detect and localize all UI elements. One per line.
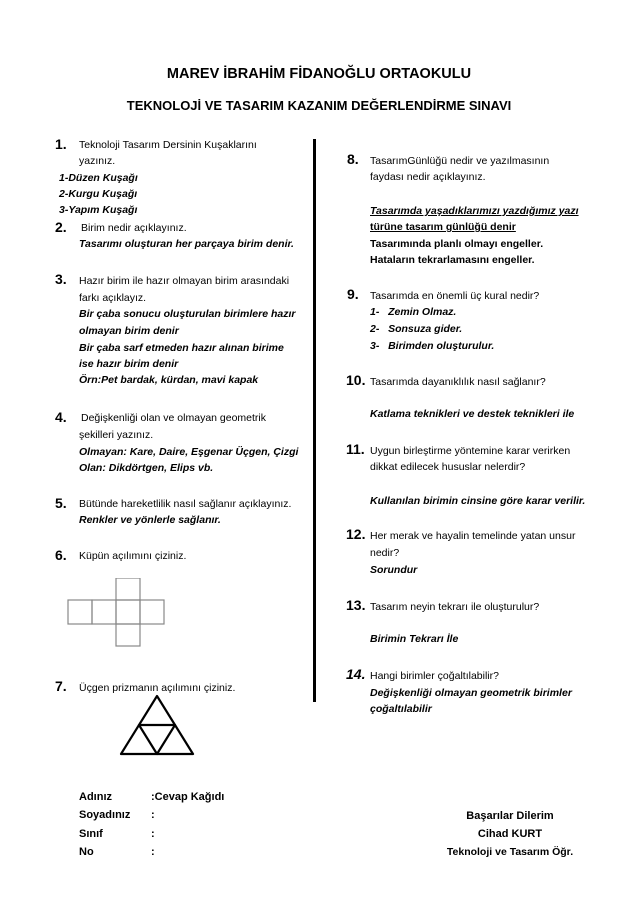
q2-number: 2. <box>55 219 67 235</box>
surname-value: : <box>151 809 155 821</box>
q3-text-cont: farkı açıklayız. <box>79 292 147 304</box>
class-label: Sınıf <box>79 828 103 840</box>
q10-answer: Katlama teknikleri ve destek teknikleri ile <box>370 408 575 420</box>
q14-answer-2: çoğaltılabilir <box>370 703 432 715</box>
q2-answer: Tasarımı oluşturan her parçaya birim denir. <box>79 238 294 250</box>
closing-greeting: Başarılar Dilerim <box>466 810 554 822</box>
q4-answer-2: Olan: Dikdörtgen, Elips vb. <box>79 462 214 474</box>
q1-number: 1. <box>55 136 67 152</box>
q3-answer-5: Örn:Pet bardak, kürdan, mavi kapak <box>79 374 259 386</box>
q12-answer: Sorundur <box>370 564 418 576</box>
q14-text: Hangi birimler çoğaltılabilir? <box>370 670 499 682</box>
q10-text: Tasarımda dayanıklılık nasıl sağlanır? <box>370 376 546 388</box>
q13-text: Tasarım neyin tekrarı ile oluşturulur? <box>370 601 540 613</box>
q1-answer-3: 3-Yapım Kuşağı <box>59 204 138 216</box>
q3-answer-4: ise hazır birim denir <box>79 358 179 370</box>
q8-answer-4: Hataların tekrarlamasını engeller. <box>370 254 535 266</box>
q7-number: 7. <box>55 678 67 694</box>
q7-text: Üçgen prizmanın açılımını çiziniz. <box>79 682 236 694</box>
q3-text: Hazır birim ile hazır olmayan birim arasındaki <box>79 275 290 287</box>
q11-answer: Kullanılan birimin cinsine göre karar verilir. <box>370 495 586 507</box>
exam-title: TEKNOLOJİ VE TASARIM KAZANIM DEĞERLENDİRME SINAVI <box>126 98 512 113</box>
q8-text: TasarımGünlüğü nedir ve yazılmasının <box>370 155 550 167</box>
cube-net-drawing <box>60 578 180 650</box>
q11-number: 11. <box>346 441 365 457</box>
q5-answer: Renkler ve yönlerle sağlanır. <box>79 514 221 526</box>
name-label: Adınız <box>79 791 112 803</box>
q4-number: 4. <box>55 409 67 425</box>
q1-answer-1: 1-Düzen Kuşağı <box>59 172 138 184</box>
q8-answer-1: Tasarımda yaşadıklarımızı yazdığımız yazı <box>370 205 579 217</box>
triangular-prism-net-drawing <box>117 693 197 759</box>
q11-text-cont: dikkat edilecek hususlar nelerdir? <box>370 461 526 473</box>
q2-text: Birim nedir açıklayınız. <box>81 222 187 234</box>
school-title: MAREV İBRAHİM FİDANOĞLU ORTAOKULU <box>166 66 472 82</box>
class-value: : <box>151 828 155 840</box>
q13-answer: Birimin Tekrarı İle <box>370 633 459 645</box>
q12-number: 12. <box>346 526 366 542</box>
q3-answer-1: Bir çaba sonucu oluşturulan birimlere hazır <box>79 308 296 320</box>
q11-text: Uygun birleştirme yöntemine karar verirken <box>370 445 571 457</box>
q14-number: 14. <box>346 666 366 682</box>
q9-answer-2: 2- Sonsuza gider. <box>370 323 463 335</box>
q6-text: Küpün açılımını çiziniz. <box>79 550 187 562</box>
q9-answer-1: 1- Zemin Olmaz. <box>370 306 457 318</box>
teacher-title: Teknoloji ve Tasarım Öğr. <box>446 846 574 858</box>
q6-number: 6. <box>55 547 67 563</box>
name-value: :Cevap Kağıdı <box>151 791 225 803</box>
q4-text-cont: şekilleri yazınız. <box>79 429 154 441</box>
column-divider <box>313 139 316 702</box>
q9-text: Tasarımda en önemli üç kural nedir? <box>370 290 540 302</box>
q10-number: 10. <box>346 372 366 388</box>
q1-answer-2: 2-Kurgu Kuşağı <box>59 188 138 200</box>
q5-number: 5. <box>55 495 67 511</box>
q14-answer-1: Değişkenliği olmayan geometrik birimler <box>370 687 572 699</box>
q13-number: 13. <box>346 597 366 613</box>
q12-text: Her merak ve hayalin temelinde yatan unsur <box>370 530 576 542</box>
q8-text-cont: faydası nedir açıklayınız. <box>370 171 486 183</box>
q5-text: Bütünde hareketlilik nasıl sağlanır açıklayınız. <box>79 498 292 510</box>
q8-answer-2: türüne tasarım günlüğü denir <box>370 221 516 233</box>
q1-text-cont: yazınız. <box>79 155 116 167</box>
surname-label: Soyadınız <box>79 809 131 821</box>
q9-answer-3: 3- Birimden oluşturulur. <box>370 340 495 352</box>
q9-number: 9. <box>347 286 359 302</box>
q3-answer-2: olmayan birim denir <box>79 325 179 337</box>
q3-number: 3. <box>55 271 67 287</box>
teacher-name: Cihad KURT <box>477 828 543 840</box>
q3-answer-3: Bir çaba sarf etmeden hazır alınan birime <box>79 342 284 354</box>
q8-answer-3: Tasarımında planlı olmayı engeller. <box>370 238 544 250</box>
q4-answer-1: Olmayan: Kare, Daire, Eşgenar Üçgen, Çizgi <box>79 446 299 458</box>
number-label: No <box>79 846 94 858</box>
number-value: : <box>151 846 155 858</box>
q8-number: 8. <box>347 151 359 167</box>
q1-text: Teknoloji Tasarım Dersinin Kuşaklarını <box>79 139 257 151</box>
q4-text: Değişkenliği olan ve olmayan geometrik <box>81 412 267 424</box>
q12-text-cont: nedir? <box>370 547 400 559</box>
